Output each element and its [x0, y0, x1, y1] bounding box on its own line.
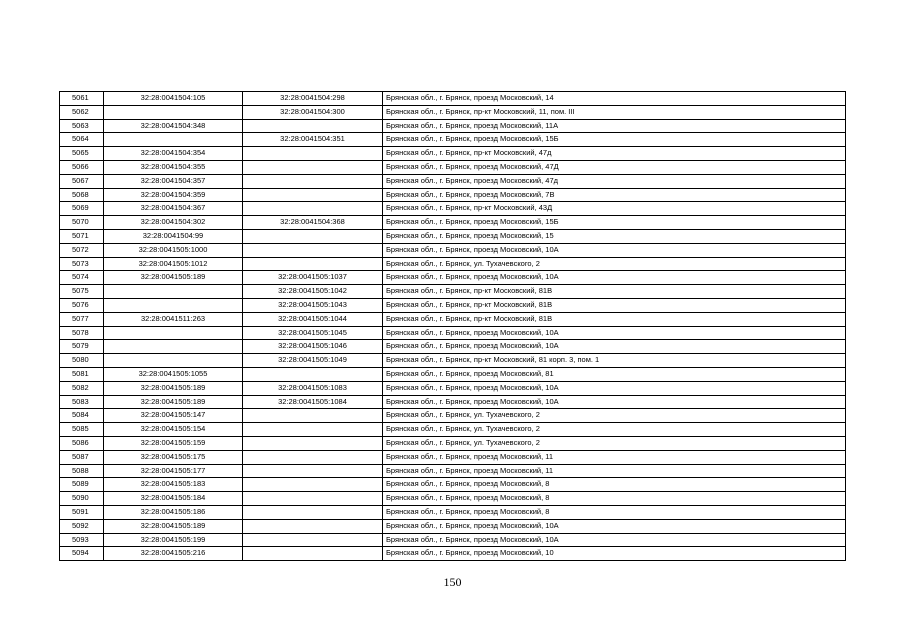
address-cell: Брянская обл., г. Брянск, ул. Тухачевского, 2: [383, 436, 846, 450]
cadastral-number-2-cell: 32:28:0041505:1083: [243, 381, 383, 395]
table-row: [60, 547, 846, 561]
row-number-cell: 5075: [60, 285, 104, 299]
row-number-cell: 5069: [60, 202, 104, 216]
row-number-cell: 5092: [60, 519, 104, 533]
cadastral-number-cell: 32:28:0041504:348: [104, 119, 243, 133]
row-number-cell: 5062: [60, 105, 104, 119]
row-number-cell: 5076: [60, 298, 104, 312]
row-number-cell: 5082: [60, 381, 104, 395]
row-number-cell: 5091: [60, 505, 104, 519]
address-cell: Брянская обл., г. Брянск, проезд Московский, 10А: [383, 381, 846, 395]
cadastral-number-2-cell: [243, 519, 383, 533]
table-row: [60, 243, 846, 257]
cadastral-number-cell: 32:28:0041505:1000: [104, 243, 243, 257]
address-cell: Брянская обл., г. Брянск, проезд Московский, 8: [383, 478, 846, 492]
row-number-cell: 5089: [60, 478, 104, 492]
address-cell: Брянская обл., г. Брянск, проезд Московский, 14: [383, 92, 846, 106]
address-cell: Брянская обл., г. Брянск, проезд Московский, 15Б: [383, 133, 846, 147]
table-row: [60, 340, 846, 354]
row-number-cell: 5061: [60, 92, 104, 106]
table-row: [60, 105, 846, 119]
address-cell: Брянская обл., г. Брянск, проезд Московский, 10А: [383, 326, 846, 340]
table-row: [60, 147, 846, 161]
cadastral-number-cell: [104, 133, 243, 147]
cadastral-number-cell: 32:28:0041504:105: [104, 92, 243, 106]
address-cell: Брянская обл., г. Брянск, проезд Московский, 10А: [383, 243, 846, 257]
address-cell: Брянская обл., г. Брянск, пр-кт Московский, 81В: [383, 298, 846, 312]
table-row: [60, 395, 846, 409]
cadastral-number-2-cell: 32:28:0041505:1043: [243, 298, 383, 312]
cadastral-number-2-cell: [243, 188, 383, 202]
address-cell: Брянская обл., г. Брянск, проезд Московский, 15Б: [383, 216, 846, 230]
table-row: [60, 354, 846, 368]
cadastral-number-2-cell: [243, 547, 383, 561]
address-cell: Брянская обл., г. Брянск, проезд Московский, 8: [383, 505, 846, 519]
cadastral-number-2-cell: [243, 147, 383, 161]
cadastral-number-cell: 32:28:0041504:354: [104, 147, 243, 161]
cadastral-number-cell: [104, 354, 243, 368]
cadastral-number-cell: 32:28:0041504:302: [104, 216, 243, 230]
address-cell: Брянская обл., г. Брянск, проезд Московский, 11: [383, 450, 846, 464]
address-cell: Брянская обл., г. Брянск, проезд Московский, 11А: [383, 119, 846, 133]
address-cell: Брянская обл., г. Брянск, проезд Московский, 15: [383, 229, 846, 243]
row-number-cell: 5066: [60, 160, 104, 174]
cadastral-number-2-cell: [243, 423, 383, 437]
table-row: [60, 119, 846, 133]
table-row: [60, 533, 846, 547]
table-row: [60, 298, 846, 312]
cadastral-number-cell: 32:28:0041504:355: [104, 160, 243, 174]
cadastral-number-cell: 32:28:0041505:159: [104, 436, 243, 450]
address-cell: Брянская обл., г. Брянск, проезд Московский, 10: [383, 547, 846, 561]
table-row: [60, 229, 846, 243]
table-row: [60, 257, 846, 271]
row-number-cell: 5078: [60, 326, 104, 340]
table-row: [60, 367, 846, 381]
cadastral-number-cell: 32:28:0041504:357: [104, 174, 243, 188]
cadastral-number-cell: 32:28:0041505:1055: [104, 367, 243, 381]
cadastral-number-2-cell: [243, 243, 383, 257]
cadastral-number-2-cell: 32:28:0041504:300: [243, 105, 383, 119]
address-cell: Брянская обл., г. Брянск, проезд Московский, 10А: [383, 340, 846, 354]
table-row: [60, 188, 846, 202]
row-number-cell: 5063: [60, 119, 104, 133]
cadastral-number-2-cell: 32:28:0041505:1044: [243, 312, 383, 326]
address-cell: Брянская обл., г. Брянск, пр-кт Московский, 47д: [383, 147, 846, 161]
cadastral-number-2-cell: 32:28:0041505:1046: [243, 340, 383, 354]
cadastral-number-cell: 32:28:0041505:216: [104, 547, 243, 561]
cadastral-number-2-cell: [243, 450, 383, 464]
cadastral-number-cell: 32:28:0041505:189: [104, 519, 243, 533]
table-row: [60, 202, 846, 216]
cadastral-number-cell: 32:28:0041505:154: [104, 423, 243, 437]
table-row: [60, 492, 846, 506]
cadastral-number-2-cell: [243, 464, 383, 478]
cadastral-number-cell: 32:28:0041505:177: [104, 464, 243, 478]
table-row: [60, 409, 846, 423]
cadastral-number-2-cell: [243, 367, 383, 381]
row-number-cell: 5093: [60, 533, 104, 547]
address-cell: Брянская обл., г. Брянск, проезд Московский, 8: [383, 492, 846, 506]
cadastral-number-2-cell: 32:28:0041504:368: [243, 216, 383, 230]
row-number-cell: 5074: [60, 271, 104, 285]
cadastral-number-cell: 32:28:0041505:183: [104, 478, 243, 492]
table-row: [60, 92, 846, 106]
address-cell: Брянская обл., г. Брянск, проезд Московский, 11: [383, 464, 846, 478]
cadastral-number-2-cell: 32:28:0041504:351: [243, 133, 383, 147]
row-number-cell: 5090: [60, 492, 104, 506]
row-number-cell: 5088: [60, 464, 104, 478]
table-row: [60, 216, 846, 230]
cadastral-number-cell: [104, 285, 243, 299]
row-number-cell: 5086: [60, 436, 104, 450]
row-number-cell: 5067: [60, 174, 104, 188]
table-row: [60, 450, 846, 464]
row-number-cell: 5094: [60, 547, 104, 561]
table-row: [60, 381, 846, 395]
table-row: [60, 285, 846, 299]
cadastral-number-cell: 32:28:0041505:199: [104, 533, 243, 547]
address-cell: Брянская обл., г. Брянск, пр-кт Московский, 81В: [383, 285, 846, 299]
address-cell: Брянская обл., г. Брянск, проезд Московский, 10А: [383, 271, 846, 285]
cadastral-number-cell: 32:28:0041505:189: [104, 395, 243, 409]
cadastral-number-2-cell: 32:28:0041504:298: [243, 92, 383, 106]
cadastral-number-2-cell: [243, 436, 383, 450]
cadastral-number-2-cell: 32:28:0041505:1037: [243, 271, 383, 285]
address-cell: Брянская обл., г. Брянск, проезд Московский, 81: [383, 367, 846, 381]
row-number-cell: 5083: [60, 395, 104, 409]
cadastral-number-cell: [104, 326, 243, 340]
address-cell: Брянская обл., г. Брянск, проезд Московский, 10А: [383, 395, 846, 409]
cadastral-table: [59, 91, 846, 561]
address-cell: Брянская обл., г. Брянск, проезд Московский, 47д: [383, 174, 846, 188]
cadastral-number-2-cell: [243, 202, 383, 216]
row-number-cell: 5072: [60, 243, 104, 257]
cadastral-number-cell: [104, 298, 243, 312]
address-cell: Брянская обл., г. Брянск, проезд Московский, 10А: [383, 533, 846, 547]
cadastral-number-2-cell: [243, 505, 383, 519]
table-row: [60, 133, 846, 147]
cadastral-number-2-cell: [243, 492, 383, 506]
cadastral-number-cell: 32:28:0041505:1012: [104, 257, 243, 271]
address-cell: Брянская обл., г. Брянск, ул. Тухачевского, 2: [383, 257, 846, 271]
table-row: [60, 174, 846, 188]
row-number-cell: 5068: [60, 188, 104, 202]
cadastral-number-cell: [104, 105, 243, 119]
row-number-cell: 5085: [60, 423, 104, 437]
table-row: [60, 423, 846, 437]
table-row: [60, 271, 846, 285]
row-number-cell: 5077: [60, 312, 104, 326]
row-number-cell: 5087: [60, 450, 104, 464]
row-number-cell: 5065: [60, 147, 104, 161]
cadastral-number-2-cell: [243, 174, 383, 188]
table-row: [60, 505, 846, 519]
cadastral-number-2-cell: 32:28:0041505:1049: [243, 354, 383, 368]
address-cell: Брянская обл., г. Брянск, пр-кт Московский, 43Д: [383, 202, 846, 216]
cadastral-number-2-cell: [243, 533, 383, 547]
table-body: [60, 92, 846, 561]
cadastral-number-cell: 32:28:0041505:189: [104, 271, 243, 285]
cadastral-number-2-cell: [243, 119, 383, 133]
row-number-cell: 5081: [60, 367, 104, 381]
table-row: [60, 478, 846, 492]
address-cell: Брянская обл., г. Брянск, проезд Московский, 7В: [383, 188, 846, 202]
cadastral-number-cell: 32:28:0041504:367: [104, 202, 243, 216]
table-row: [60, 519, 846, 533]
table-row: [60, 326, 846, 340]
address-cell: Брянская обл., г. Брянск, пр-кт Московский, 11, пом. III: [383, 105, 846, 119]
cadastral-number-2-cell: 32:28:0041505:1045: [243, 326, 383, 340]
row-number-cell: 5071: [60, 229, 104, 243]
cadastral-number-cell: 32:28:0041504:359: [104, 188, 243, 202]
table-row: [60, 464, 846, 478]
cadastral-number-2-cell: [243, 409, 383, 423]
cadastral-number-cell: 32:28:0041505:175: [104, 450, 243, 464]
address-cell: Брянская обл., г. Брянск, ул. Тухачевского, 2: [383, 423, 846, 437]
address-cell: Брянская обл., г. Брянск, пр-кт Московский, 81В: [383, 312, 846, 326]
cadastral-number-cell: 32:28:0041504:99: [104, 229, 243, 243]
row-number-cell: 5070: [60, 216, 104, 230]
table-row: [60, 436, 846, 450]
address-cell: Брянская обл., г. Брянск, ул. Тухачевского, 2: [383, 409, 846, 423]
row-number-cell: 5064: [60, 133, 104, 147]
cadastral-number-2-cell: 32:28:0041505:1084: [243, 395, 383, 409]
row-number-cell: 5084: [60, 409, 104, 423]
cadastral-number-2-cell: [243, 229, 383, 243]
address-cell: Брянская обл., г. Брянск, проезд Московский, 10А: [383, 519, 846, 533]
cadastral-number-2-cell: [243, 257, 383, 271]
address-cell: Брянская обл., г. Брянск, пр-кт Московский, 81 корп. 3, пом. 1: [383, 354, 846, 368]
cadastral-number-cell: 32:28:0041505:186: [104, 505, 243, 519]
page-number: 150: [443, 575, 462, 589]
cadastral-number-2-cell: [243, 478, 383, 492]
cadastral-number-cell: 32:28:0041511:263: [104, 312, 243, 326]
cadastral-number-cell: 32:28:0041505:189: [104, 381, 243, 395]
row-number-cell: 5073: [60, 257, 104, 271]
address-cell: Брянская обл., г. Брянск, проезд Московский, 47Д: [383, 160, 846, 174]
table-row: [60, 312, 846, 326]
row-number-cell: 5080: [60, 354, 104, 368]
cadastral-number-cell: [104, 340, 243, 354]
cadastral-number-cell: 32:28:0041505:184: [104, 492, 243, 506]
row-number-cell: 5079: [60, 340, 104, 354]
cadastral-number-2-cell: 32:28:0041505:1042: [243, 285, 383, 299]
cadastral-number-cell: 32:28:0041505:147: [104, 409, 243, 423]
table-row: [60, 160, 846, 174]
cadastral-number-2-cell: [243, 160, 383, 174]
